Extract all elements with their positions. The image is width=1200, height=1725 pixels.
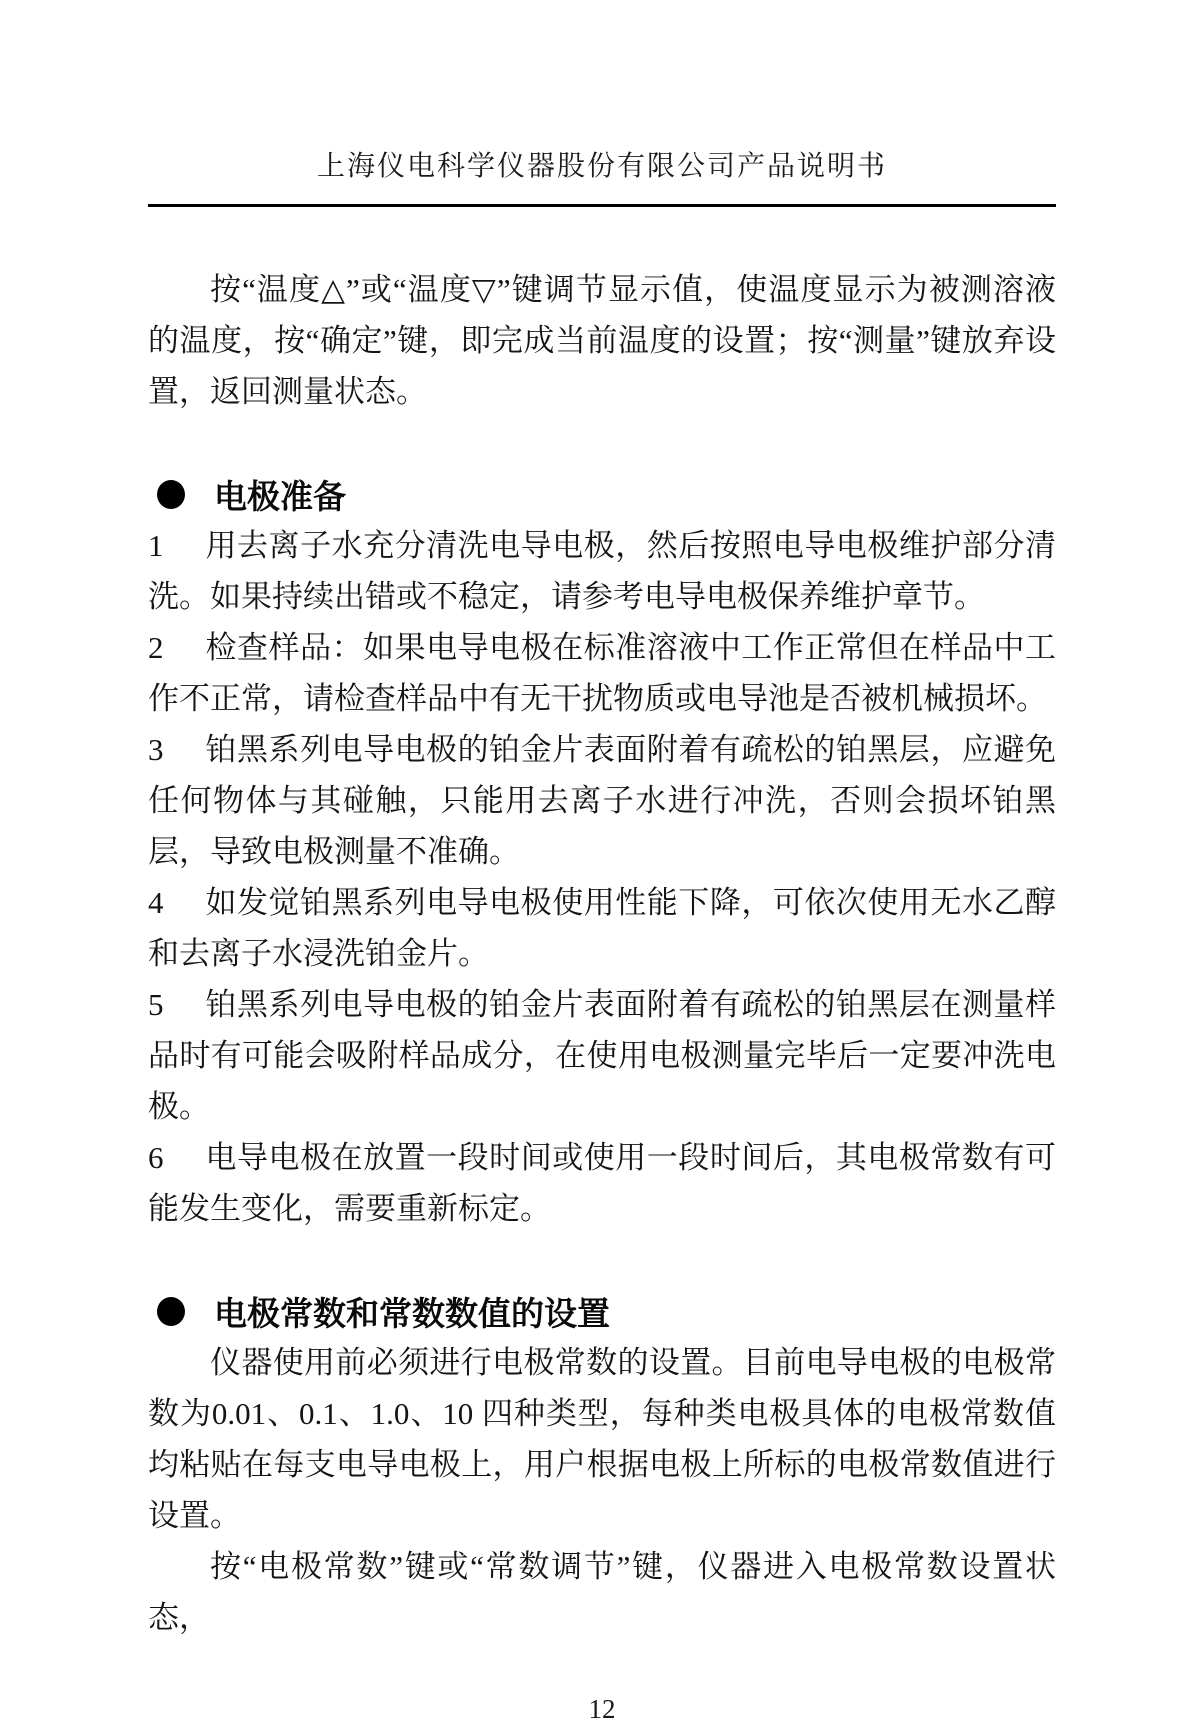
item-number: 2 — [148, 630, 164, 665]
item-text: 电导电极在放置一段时间或使用一段时间后，其电极常数有可能发生变化，需要重新标定。 — [148, 1140, 1056, 1226]
list-item — [148, 979, 1056, 1132]
list-item — [148, 724, 1056, 877]
page-header — [148, 150, 1056, 207]
item-number: 5 — [148, 987, 164, 1022]
section-title: 电极准备 — [214, 478, 346, 515]
section-title: 电极常数和常数数值的设置 — [214, 1295, 610, 1332]
item-text: 铂黑系列电导电极的铂金片表面附着有疏松的铂黑层在测量样品时有可能会吸附样品成分，在使用电极测量完毕后一定要冲洗电极。 — [148, 987, 1056, 1124]
section-heading-electrode-constant-setting — [148, 1286, 1056, 1337]
page-number: 12 — [588, 1694, 616, 1724]
item-number: 6 — [148, 1140, 164, 1175]
section-heading-electrode-preparation — [148, 469, 1056, 520]
page-footer — [148, 1693, 1056, 1725]
list-item — [148, 1132, 1056, 1234]
body-paragraph: 仪器使用前必须进行电极常数的设置。目前电导电极的电极常数为0.01、0.1、1.0、10 四种类型，每种类电极具体的电极常数值均粘贴在每支电导电极上，用户根据电极上所标的电极常数值进行设置。 — [148, 1345, 1056, 1533]
item-text: 用去离子水充分清洗电导电极，然后按照电导电极维护部分清洗。如果持续出错或不稳定，请参考电导电极保养维护章节。 — [148, 528, 1056, 614]
bullet-icon — [157, 1297, 185, 1326]
item-number: 1 — [148, 528, 164, 563]
item-number: 3 — [148, 732, 164, 767]
item-text: 铂黑系列电导电极的铂金片表面附着有疏松的铂黑层，应避免任何物体与其碰触，只能用去离子水进行冲洗，否则会损坏铂黑层，导致电极测量不准确。 — [148, 732, 1056, 869]
list-item — [148, 520, 1056, 622]
bullet-icon — [157, 480, 185, 509]
item-text: 如发觉铂黑系列电导电极使用性能下降，可依次使用无水乙醇和去离子水浸洗铂金片。 — [148, 885, 1056, 971]
intro-paragraph: 按“温度△”或“温度▽”键调节显示值，使温度显示为被测溶液的温度，按“确定”键，即完成当前温度的设置；按“测量”键放弃设置，返回测量状态。 — [148, 272, 1056, 409]
header-rule — [148, 204, 1056, 207]
list-item — [148, 622, 1056, 724]
item-text: 检查样品：如果电导电极在标准溶液中工作正常但在样品中工作不正常，请检查样品中有无干扰物质或电导池是否被机械损坏。 — [148, 630, 1056, 716]
list-item — [148, 877, 1056, 979]
page-body — [148, 264, 1056, 1643]
item-number: 4 — [148, 885, 164, 920]
header-title: 上海仪电科学仪器股份有限公司产品说明书 — [316, 151, 887, 182]
body-paragraph: 按“电极常数”键或“常数调节”键，仪器进入电极常数设置状态， — [148, 1549, 1056, 1635]
